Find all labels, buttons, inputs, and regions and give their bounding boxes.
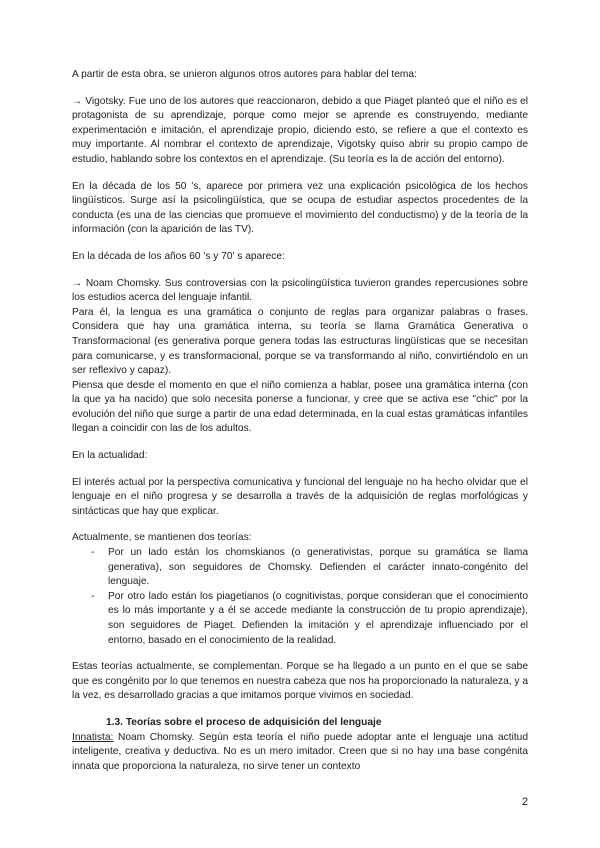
innatista-text: Noam Chomsky. Según esta teoría el niño puede adoptar ante el lenguaje una actitud inteligente, creativa y deductiva. No es un mero imitador. Creen que si no hay una base congénita innata que proporciona la naturaleza, no sirve tener un contexto (72, 731, 528, 772)
document-body (72, 68, 528, 774)
teorias-intro: Actualmente, se mantienen dos teorías: (72, 532, 252, 544)
chomsky-paragraph-2: Para él, la lengua es una gramática o conjunto de reglas para organizar palabras o frases. Considera que hay una gramática interna, su teoría se llama Gramática Generativa o Transformacional (es generativa porque genera todas las estructuras lingüísticas que se necesitan para comunicarse, y es transformacional, porque se va transformando al niño, convirtiéndolo en un ser reflexivo y capaz). (72, 306, 528, 377)
innatista-paragraph (72, 731, 528, 775)
page-number: 2 (521, 796, 528, 808)
complemento-paragraph: Estas teorías actualmente, se complementan. Porque se ha llegado a un punto en el que se sabe que es congénito por lo que tenemos en nuestra cabeza que nos ha proporcionado la naturaleza, y a la vez, es desarrollado gracias a que imitamos porque vivimos en sociedad. (72, 661, 528, 702)
decada-50-paragraph: En la década de los 50 's, aparece por primera vez una explicación psicológica de los hechos lingüísticos. Surge así la psicolingüística, que se ocupa de estudiar aspectos procedentes de la conducta (es una de las ciencias que promueve el movimiento del conductismo) y de la teoría de la información (con la aparición de las TV). (72, 180, 528, 236)
list-item: - Por un lado están los chomskianos (o generativistas, porque su gramática se llama generativa), son seguidores de Chomsky. Defienden el carácter innato-congénito del lenguaje. (72, 546, 528, 590)
section-heading: 1.3. Teorías sobre el proceso de adquisición del lenguaje (106, 716, 382, 728)
innatista-label: Innatista: (72, 731, 114, 743)
chomsky-paragraph-1: → Noam Chomsky. Sus controversias con la psicolingüística tuvieron grandes repercusiones sobre los estudios acerca del lenguaje infantil. (72, 277, 528, 304)
intro-paragraph: A partir de esta obra, se unieron algunos otros autores para hablar del tema: (72, 69, 417, 80)
list-item: - Por otro lado están los piagetianos (o cognitivistas, porque consideran que el conocimiento es lo más importante y a él se accede mediante la construcción de tu propio aprendizaje), son seguidores de Piaget. Defienden la imitación y el aprendizaje influenciado por el entorno, basado en el conocimiento de la realidad. (72, 590, 528, 648)
teorias-list (72, 546, 528, 648)
actualidad-paragraph: El interés actual por la perspectiva comunicativa y funcional del lenguaje no ha hecho olvidar que el lenguaje en el niño progresa y se desarrolla a través de la adquisición de reglas morfológicas y sintácticas que hay que explicar. (72, 476, 528, 517)
decada-60-paragraph: En la década de los años 60 's y 70' s aparece: (72, 250, 285, 262)
chomsky-paragraph-3: Piensa que desde el momento en que el niño comienza a hablar, posee una gramática interna (con la que ya ha nacido) que solo necesita ponerse a funcionar, y cree que se activa ese "chic" por la evolución del niño que surge a partir de una edad determinada, en la cual estas gramáticas infantiles llegan a coincidir con las de los adultos. (72, 379, 528, 435)
actualidad-label: En la actualidad: (72, 450, 148, 462)
vigotsky-paragraph: → Vigotsky. Fue uno de los autores que reaccionaron, debido a que Piaget planteó que el niño es el protagonista de su aprendizaje, porque como mejor se aprende es construyendo, mediante experimentación e imitación, el aprendizaje propio, diciendo esto, se refiere a que el contexto es muy importante. Al nombrar el contexto de aprendizaje, Vigotsky quiso abrir su propio campo de estudio, hablando sobre los contextos en el aprendizaje. (Su teoría es la de acción del entorno). (72, 95, 528, 165)
